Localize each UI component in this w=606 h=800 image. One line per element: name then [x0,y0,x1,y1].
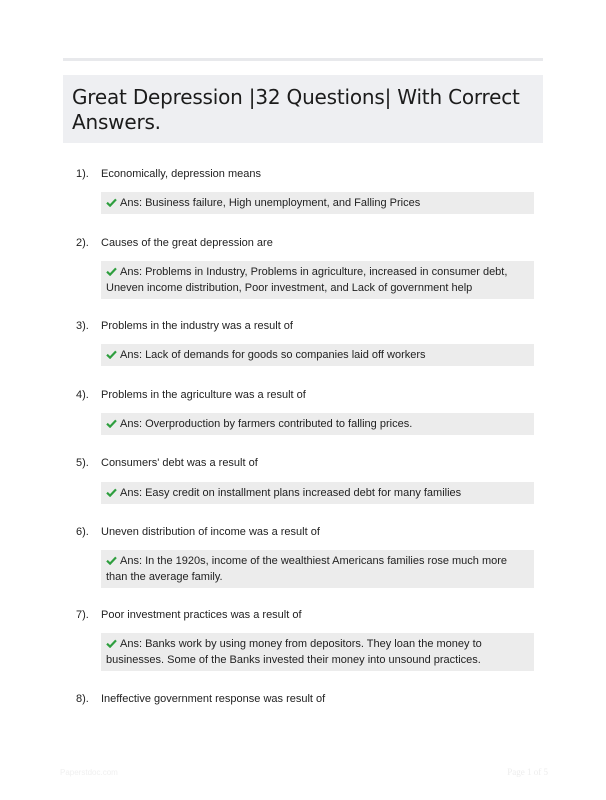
answer-text: Ans: Easy credit on installment plans increased debt for many families [120,487,462,499]
footer-site: Paperstdoc.com [60,768,118,777]
answer-box [101,261,534,299]
question-text: Problems in the agriculture was a result of [101,389,306,401]
answer-box [101,633,534,671]
answer-text: Ans: Banks work by using money from depositors. They loan the money to businesses. Some of the Banks invested their money into unsound practices. [106,638,482,666]
question-text: Consumers' debt was a result of [101,457,258,469]
check-icon [106,419,117,428]
question-text: Ineffective government response was result of [101,693,326,705]
question-number: 5). [76,457,89,469]
question-text: Poor investment practices was a result of [101,609,302,621]
question-text: Problems in the industry was a result of [101,320,293,332]
answer-box [101,550,534,588]
question-text: Causes of the great depression are [101,237,273,249]
question-number: 7). [76,609,89,621]
answer-text: Ans: Business failure, High unemployment, and Falling Prices [120,197,421,209]
question-number: 3). [76,320,89,332]
answer-text: Ans: Problems in Industry, Problems in agriculture, increased in consumer debt, Uneven income distribution, Poor investment, and Lack of government help [106,266,508,294]
check-icon [106,267,117,276]
answer-text: Ans: Overproduction by farmers contributed to falling prices. [120,418,413,430]
answer-box [101,413,534,435]
check-icon [106,198,117,207]
top-rule [63,58,543,61]
check-icon [106,639,117,648]
question-text: Uneven distribution of income was a result of [101,526,320,538]
check-icon [106,488,117,497]
check-icon [106,556,117,565]
question-number: 8). [76,693,89,705]
answer-box [101,344,534,366]
answer-text: Ans: In the 1920s, income of the wealthiest Americans families rose much more than the average family. [106,555,508,583]
question-number: 4). [76,389,89,401]
answer-text: Ans: Lack of demands for goods so companies laid off workers [120,349,426,361]
answer-box [101,192,534,214]
footer-page-number: Page 1 of 5 [507,767,548,777]
question-number: 6). [76,526,89,538]
check-icon [106,350,117,359]
question-number: 2). [76,237,89,249]
document-title: Great Depression |32 Questions| With Correct Answers. [72,85,520,134]
answer-box [101,482,534,504]
title-box [63,75,543,143]
question-text: Economically, depression means [101,168,261,180]
question-number: 1). [76,168,89,180]
